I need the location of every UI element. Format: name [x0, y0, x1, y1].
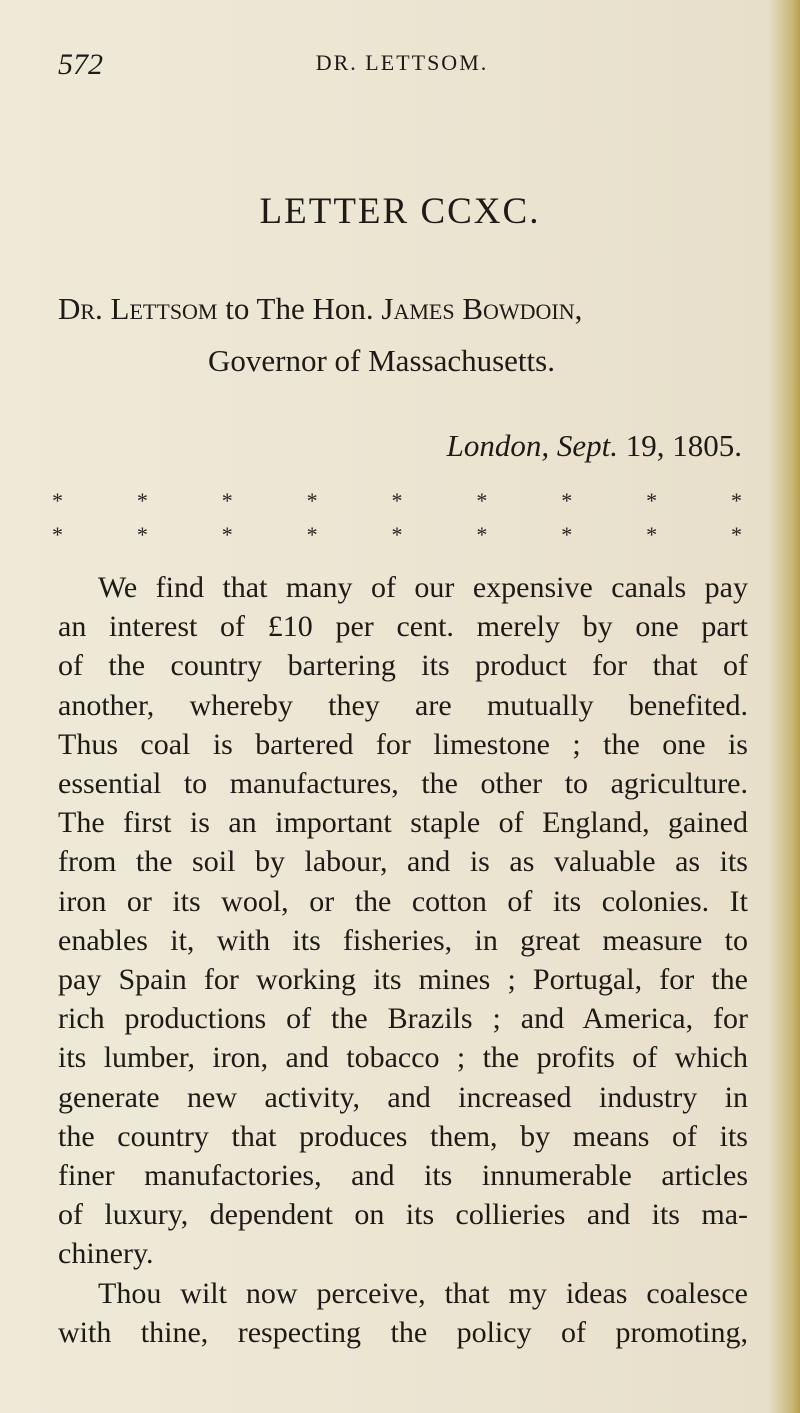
body-line: iron or its wool, or the cotton of its colonies. It — [58, 884, 748, 918]
address-comma: , — [574, 291, 583, 326]
letter-address — [58, 283, 758, 387]
asterisk: * — [306, 522, 318, 547]
asterisk: * — [306, 488, 318, 513]
body-line: essential to manufactures, the other to agriculture. — [58, 767, 748, 801]
body-line: generate new activity, and increased industry in — [58, 1080, 748, 1114]
body-line: pay Spain for working its mines ; Portugal, for the — [58, 963, 748, 997]
asterisk: * — [136, 522, 148, 547]
body-line: the country that produces them, by means of its — [58, 1119, 748, 1153]
running-head: DR. LETTSOM. — [315, 50, 489, 75]
address-connector: to The Hon. — [217, 291, 382, 326]
asterisk: * — [476, 522, 488, 547]
body-line: of the country bartering its product for that of — [58, 649, 748, 683]
body-line: The first is an important staple of England, gained — [58, 806, 748, 840]
page-header — [52, 48, 752, 88]
asterisk: * — [731, 522, 742, 547]
asterisk: * — [221, 522, 233, 547]
recipient-title: Governor of Massachusetts. — [208, 343, 555, 378]
body-line: with thine, respecting the policy of promoting, — [58, 1315, 748, 1349]
recipient-name: James Bowdoin — [381, 291, 575, 326]
asterisk: * — [52, 522, 63, 547]
dateline — [0, 428, 742, 464]
letter-body — [58, 568, 748, 1352]
asterisk: * — [221, 488, 233, 513]
asterisk: * — [52, 488, 63, 513]
body-line: an interest of £10 per cent. merely by one part — [58, 610, 748, 644]
body-line: from the soil by labour, and is as valuable as its — [58, 845, 748, 879]
asterisk: * — [731, 488, 742, 513]
asterisk: * — [646, 488, 658, 513]
asterisk: * — [136, 488, 148, 513]
asterisk-row-2 — [52, 522, 742, 548]
body-line: finer manufactories, and its innumerable articles — [58, 1159, 748, 1193]
body-line: We find that many of our expensive canals pay — [98, 571, 748, 604]
dateline-date: 19, 1805. — [618, 428, 742, 463]
body-line: of luxury, dependent on its collieries and its ma- — [58, 1198, 748, 1232]
asterisk-row-1 — [52, 488, 742, 514]
dateline-place: London, Sept. — [446, 428, 618, 463]
body-line: another, whereby they are mutually benefited. — [58, 688, 748, 722]
page-number: 572 — [58, 48, 103, 81]
asterisk: * — [391, 522, 403, 547]
asterisk: * — [561, 488, 573, 513]
asterisk: * — [391, 488, 403, 513]
body-line: chinery. — [58, 1237, 154, 1271]
asterisk: * — [476, 488, 488, 513]
asterisk: * — [561, 522, 573, 547]
asterisk: * — [646, 522, 658, 547]
body-line: enables it, with its fisheries, in great measure to — [58, 923, 748, 957]
sender-name: Dr. Lettsom — [58, 291, 218, 326]
body-line: Thus coal is bartered for limestone ; the one is — [58, 727, 748, 761]
body-line: its lumber, iron, and tobacco ; the profits of which — [58, 1041, 748, 1075]
body-line: rich productions of the Brazils ; and America, for — [58, 1002, 748, 1036]
letter-heading: LETTER CCXC. — [259, 191, 541, 232]
body-line: Thou wilt now perceive, that my ideas coalesce — [98, 1276, 748, 1310]
